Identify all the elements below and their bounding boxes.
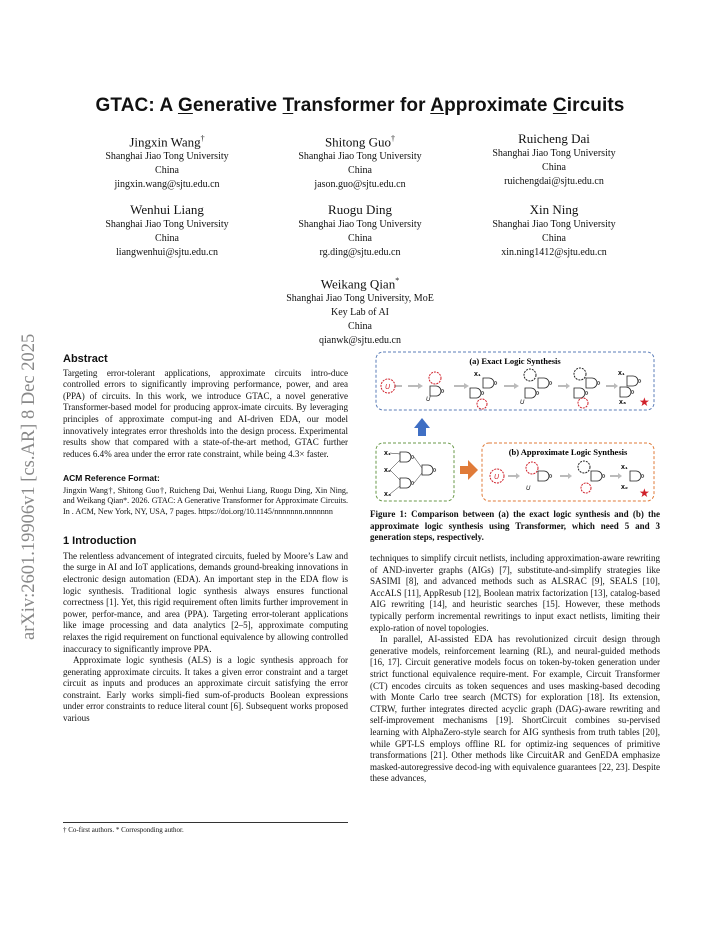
right-column [370, 553, 660, 785]
svg-text:x₁: x₁ [618, 370, 625, 377]
svg-text:U: U [426, 397, 431, 403]
exact-step-4 [520, 369, 552, 406]
exact-step-5 [574, 368, 600, 408]
author-block: Xin Ning Shanghai Jiao Tong University China xin.ning1412@sjtu.edu.cn [492, 202, 616, 258]
body-paragraph: In parallel, AI-assisted EDA has revolutionized circuit design through generative models, reinforcement learning (RL), and neural-guided methods [16, 17]. Circuit generative models focus on token-by-token generation under strict functional equivalence require-ment. For example, Circuit Transformer (CT) encodes circuits as token sequences and uses masking-based decoding with Monte Carlo tree search (MCTS) for exploration [18]. Its extension, CTRW, further integrates directed acyclic graph (DAG)-aware rewriting and self-improvement mechanisms [19]. ShortCircuit combines su-pervised learning with AlphaZero-style search for AIG synthesis from truth tables [20], while GPT-LS employs offline RL for optimiz-ing sequences of primitive transformations [21]. Other methods like CircuitAR and GenEDA emphasize masked-autoregressive decod-ing with equivalence guarantees [22, 23]. Despite these advances, [370, 634, 660, 784]
svg-text:x₃: x₃ [384, 491, 392, 498]
exact-step-2 [426, 372, 444, 403]
section-heading: 1 Introduction [63, 535, 137, 548]
acm-heading: ACM Reference Format: [63, 473, 160, 484]
svg-text:U: U [494, 474, 500, 481]
svg-text:U: U [520, 400, 525, 406]
svg-text:x₂: x₂ [384, 467, 392, 474]
acm-reference: Jingxin Wang†, Shitong Guo†, Ruicheng Dai, Wenhui Liang, Ruogu Ding, Xin Ning, and Weikang Qian*. 2026. GTAC: A Generative Transformer for Approximate Circuits. In . ACM, New York, NY, USA, 7 pages. https://doi.org/10.1145/nnnnnnn.nnnnnnn [63, 485, 348, 516]
author-block: Ruogu Ding Shanghai Jiao Tong University China rg.ding@sjtu.edu.cn [298, 202, 422, 258]
svg-text:U: U [385, 384, 391, 391]
up-arrow-icon [414, 418, 430, 436]
left-column [63, 354, 348, 725]
svg-text:x₁: x₁ [384, 450, 391, 457]
author-block: Wenhui Liang Shanghai Jiao Tong University China liangwenhui@sjtu.edu.cn [105, 202, 229, 258]
approximate-synthesis-label: (b) Approximate Logic Synthesis [508, 447, 628, 457]
exact-step-1 [381, 379, 402, 393]
paper-title: GTAC: A Generative Transformer for Approximate Circuits [95, 95, 625, 116]
arxiv-text: arXiv:2601.19906v1 [cs.AR] 8 Dec 2025 [19, 333, 39, 640]
star-icon: ★ [639, 395, 650, 409]
body-paragraph: techniques to simplify circuit netlists, including approximation-aware rewriting of AND-inverter graphs (AIGs) [7], substitute-and-simplify strategies like SASIMI [8], and advanced methods such as ALSRAC [9], SEALS [10], AccALS [11], AppResub [12], Boolean matrix factorization [13], catalog-based AIG rewriting [14], and heuristic searches [15]. However, these methods typically perform incremental rewritings to input exact netlists, limiting their explo-ration of novel topologies. [370, 553, 660, 633]
author-block: Ruicheng Dai Shanghai Jiao Tong University China ruichengdai@sjtu.edu.cn [492, 131, 616, 187]
intro-paragraph: The relentless advancement of integrated circuits, fueled by Moore’s Law and the surge in AI and IoT applications, demands ground-breaking innovations in electronic design automation (EDA). An important step in the EDA flow is logic synthesis. Traditional logic synthesis always ensures functional correctness [1]. Yet, this rigid requirement often limits further improvement in power, perfor-mance, and area (PPA). Targeting error-tolerant applications like image processing and data analytics [2–5], approximate computing relaxes the rigid requirement on functional equivalence by allowing controlled inaccuracy to significantly improve PPA. [63, 550, 348, 654]
svg-text:x₁: x₁ [621, 464, 628, 471]
exact-synthesis-label: (a) Exact Logic Synthesis [469, 356, 561, 366]
footnote: † Co-first authors. * Corresponding author. [63, 822, 348, 834]
arxiv-identifier [6, 262, 46, 642]
author-block: Weikang Qian* Shanghai Jiao Tong University, MoE Key Lab of AI China qianwk@sjtu.edu.cn [286, 276, 434, 347]
approx-step-1 [490, 469, 504, 483]
svg-text:x₁: x₁ [474, 371, 481, 378]
star-icon: ★ [639, 486, 650, 500]
right-arrow-icon [460, 460, 478, 480]
approx-step-3 [578, 461, 605, 493]
svg-text:x₃: x₃ [619, 399, 627, 406]
author-block: Jingxin Wang† Shanghai Jiao Tong University China jingxin.wang@sjtu.edu.cn [105, 134, 229, 191]
svg-text:U: U [526, 486, 531, 492]
figure-caption: Figure 1: Comparison between (a) the exact logic synthesis and (b) the approximate logic synthesis using Transformer, which need 5 and 3 generation steps, respectively. [370, 509, 660, 542]
abstract-heading: Abstract [63, 353, 108, 365]
exact-final-circuit [618, 370, 641, 406]
figure-1 [370, 348, 660, 528]
approx-step-2 [526, 462, 552, 492]
exact-step-3 [470, 371, 497, 409]
input-circuit [384, 450, 436, 498]
author-block: Shitong Guo† Shanghai Jiao Tong University China jason.guo@sjtu.edu.cn [298, 134, 422, 191]
abstract-text: Targeting error-tolerant applications, approximate circuits intro-duce controlled errors to significantly improving performance, power, and area (PPA) of circuits. In this work, we introduce GTAC, a novel generative Transformer-based model for producing approx-imate circuits. By leveraging principles of approximate comput-ing and AI-driven EDA, our model innovatively integrates error thresholds into the design process. Experimental results show that compared with a state-of-the-art method, GTAC further reduces 6.4% area under the error rate constraint, while being 4.3× faster. [63, 367, 348, 459]
intro-paragraph: Approximate logic synthesis (ALS) is a logic synthesis approach for generating approximate circuits. It takes a given error constraint and a target circuit as inputs and produces an approximate circuit satisfying the error constraint. Early works simpli-fied sum-of-products Boolean expressions under error constraints to reduce literal count [6]. Subsequent works proposed various [63, 655, 348, 724]
svg-text:x₂: x₂ [621, 484, 629, 491]
